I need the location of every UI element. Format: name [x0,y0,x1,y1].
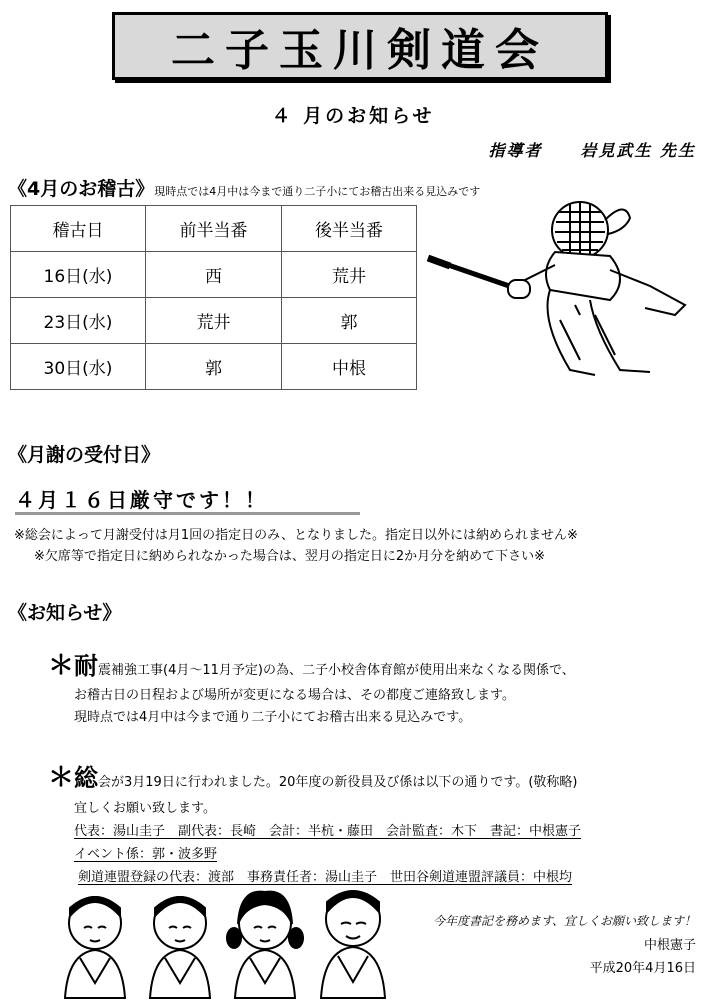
notice-heading: 《お知らせ》 [8,602,122,624]
table-cell: 23日(水) [11,298,146,344]
notice-item-1-initial: 耐 [74,652,99,680]
notice-item-1 [48,645,575,682]
notice-item-1-line2: お稽古日の日程および場所が変更になる場合は、その都度ご連絡致します。 [74,688,515,703]
table-row [11,344,417,390]
subtitle: ４ 月のお知らせ [271,105,435,127]
schedule-heading: 《4月のお稽古》 [8,178,155,200]
table-row [11,298,417,344]
asterisk-icon: ＊ [48,763,75,793]
officers-line-2: イベント係：郭・波多野 [74,847,218,862]
notice-item-2 [48,757,577,794]
table-cell: 中根 [282,344,417,390]
fee-note-2: ※欠席等で指定日に納められなかった場合は、翌月の指定日に2か月分を納めて下さい※ [34,549,546,564]
column-header: 後半当番 [282,206,417,252]
table-cell: 荒井 [146,298,282,344]
column-header: 前半当番 [146,206,282,252]
table-cell: 30日(水) [11,344,146,390]
table-cell: 西 [146,252,282,298]
fee-heading: 《月謝の受付日》 [8,444,161,466]
schedule-heading-row [8,174,480,201]
table-cell: 16日(水) [11,252,146,298]
notice-item-2-line1: 会が3月19日に行われました。20年度の新役員及び係は以下の通りです。(敬称略) [98,775,578,790]
table-header-row [11,206,417,252]
closing-date: 平成20年4月16日 [589,961,696,976]
instructor [489,138,696,161]
closing-message: 今年度書記を務めます、宜しくお願い致します！ [432,914,696,928]
table-row [11,252,417,298]
notice-item-2-line2: 宜しくお願い致します。 [74,801,216,816]
officers-line-1: 代表：湯山圭子 副代表：長崎 会計：半杭・藤田 会計監査：木下 書記：中根憲子 [74,824,582,839]
instructor-label: 指導者 [488,141,543,160]
table-cell: 郭 [146,344,282,390]
notice-item-1-line1: 震補強工事(4月～11月予定)の為、二子小校舎体育館が使用出来なくなる関係で、 [98,663,575,678]
schedule-table [10,205,417,390]
fee-deadline: ４月１６日厳守です！！ [15,484,360,515]
instructor-name: 岩見武生 先生 [580,141,696,160]
bowing-children-illustration [50,888,410,1000]
notice-item-1-line3: 現時点では4月中は今まで通り二子小にてお稽古出来る見込みです。 [74,710,472,725]
schedule-note: 現時点では4月中は今まで通り二子小にてお稽古出来る見込みです [154,185,481,198]
kendo-fighter-illustration [420,190,700,390]
title-box [112,12,608,80]
table-cell: 荒井 [282,252,417,298]
asterisk-icon: ＊ [48,651,75,681]
table-cell: 郭 [282,298,417,344]
officers-line-3: 剣道連盟登録の代表：渡部 事務責任者：湯山圭子 世田谷剣道連盟評議員：中根均 [78,870,573,885]
fee-note-1: ※総会によって月謝受付は月1回の指定日のみ、となりました。指定日以外には納められません※ [14,528,578,543]
page-title: 二子玉川剣道会 [171,25,549,76]
closing-name: 中根憲子 [643,938,696,953]
notice-item-2-initial: 総 [74,764,99,792]
column-header: 稽古日 [11,206,146,252]
